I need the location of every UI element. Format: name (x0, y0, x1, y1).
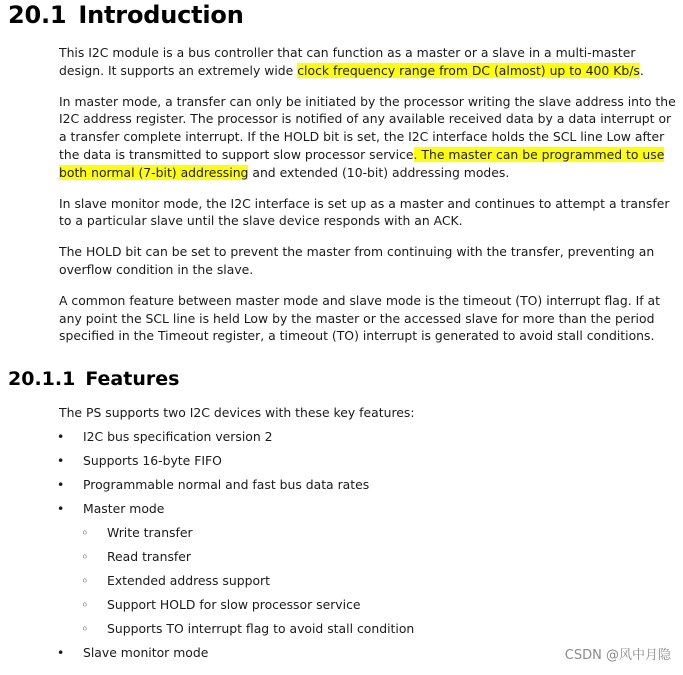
feature-text: Write transfer (107, 525, 193, 540)
feature-item (0, 452, 683, 476)
highlighted-text: . The master can be programmed to use both normal (7-bit) addressing (59, 146, 665, 180)
paragraph-text: A common feature between master mode and slave mode is the timeout (TO) interrupt flag. If at any point the SCL line is held Low by the master or the accessed slave for more than the period specified in the Timeout register, a timeout (TO) interrupt is generated to avoid stall conditions. (59, 292, 661, 344)
feature-text: Slave monitor mode (83, 645, 209, 660)
feature-text: Supports TO interrupt flag to avoid stall condition (107, 621, 415, 636)
feature-item (0, 572, 683, 596)
paragraph (59, 195, 681, 231)
bullet-icon (57, 476, 64, 494)
feature-item (0, 500, 683, 524)
feature-item (0, 524, 683, 548)
feature-text: Supports 16-byte FIFO (83, 453, 222, 468)
paragraph-text: In slave monitor mode, the I2C interface is set up as a master and continues to attempt a transfer to a particular slave until the slave device responds with an ACK. (59, 195, 670, 229)
sub-bullet-icon (81, 572, 88, 590)
feature-item (0, 476, 683, 500)
features-intro: The PS supports two I2C devices with these key features: (59, 405, 415, 420)
subsection-title: Features (85, 368, 180, 390)
subsection-number: 20.1.1 (8, 368, 76, 390)
subsection-heading (8, 366, 179, 392)
paragraph-text: This I2C module is a bus controller that can function as a master or a slave in a multi-master design. It supports an extremely wide (59, 45, 636, 78)
section-title: Introduction (78, 1, 244, 29)
section-heading (8, 0, 244, 30)
bullet-icon (57, 644, 64, 662)
feature-text: I2C bus specification version 2 (83, 429, 273, 444)
feature-text: Read transfer (107, 549, 192, 564)
sub-bullet-icon (81, 596, 88, 614)
highlighted-text: clock frequency range from DC (almost) up to 400 Kb/s (297, 62, 640, 78)
paragraph (59, 93, 681, 182)
features-list (0, 428, 683, 668)
bullet-icon (57, 452, 64, 470)
section-number: 20.1 (8, 1, 67, 29)
feature-item (0, 620, 683, 644)
paragraph-text: . (639, 62, 644, 78)
feature-item (0, 548, 683, 572)
paragraph (59, 292, 681, 345)
intro-body (59, 44, 681, 358)
bullet-icon (57, 500, 64, 518)
paragraph (59, 243, 681, 279)
watermark: CSDN @风中月隐 (564, 648, 671, 663)
feature-item (0, 428, 683, 452)
paragraph-text: and extended (10-bit) addressing modes. (248, 164, 510, 180)
feature-text: Programmable normal and fast bus data rates (83, 477, 370, 492)
bullet-icon (57, 428, 64, 446)
sub-bullet-icon (81, 548, 88, 566)
feature-item (0, 596, 683, 620)
paragraph-text: In master mode, a transfer can only be initiated by the processor writing the slave address into the I2C address register. The processor is notified of any available received data by a data interrupt or a transfer complete interrupt. If the HOLD bit is set, the I2C interface holds the SCL line Low after the data is transmitted to support slow processor service (59, 93, 676, 162)
sub-bullet-icon (81, 524, 88, 542)
paragraph (59, 44, 681, 80)
feature-text: Extended address support (107, 573, 270, 588)
feature-text: Master mode (83, 501, 165, 516)
sub-bullet-icon (81, 620, 88, 638)
feature-text: Support HOLD for slow processor service (107, 597, 361, 612)
paragraph-text: The HOLD bit can be set to prevent the master from continuing with the transfer, preventing an overflow condition in the slave. (59, 244, 655, 277)
